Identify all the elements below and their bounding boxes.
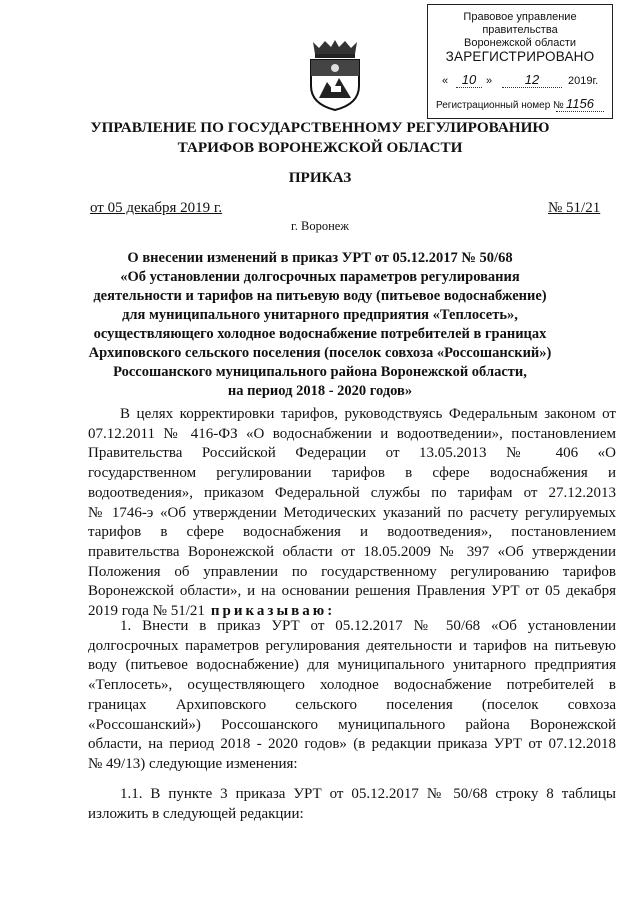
paragraph-line: правительства Воронежской области от 18.05.2009 № 397 «Об утверждении xyxy=(88,543,616,560)
subject-line: Архиповского сельского поселения (поселок совхоза «Россошанский») xyxy=(88,345,552,361)
item-1-1-paragraph xyxy=(88,785,616,824)
subject-line: Россошанского муниципального района Воронежской области, xyxy=(113,364,527,380)
preamble-paragraph xyxy=(88,405,616,622)
stamp-reg-label: Регистрационный номер № xyxy=(436,100,564,111)
paragraph-line: 1.1. В пункте 3 приказа УРТ от 05.12.2017 № 50/68 строку 8 таблицы xyxy=(120,786,616,802)
stamp-date-day: 10 xyxy=(456,72,482,88)
voronezh-coat-of-arms-icon xyxy=(305,38,365,112)
stamp-date-open-quote: « xyxy=(442,75,449,87)
paragraph-line: В целях корректировки тарифов, руководствуясь Федеральным законом от xyxy=(120,406,616,422)
document-date: от 05 декабря 2019 г. xyxy=(90,200,223,216)
paragraph-line: Воронежской области», и на основании решения Правления УРТ от 05 декабря xyxy=(88,583,616,600)
paragraph-line: границах Архиповского сельского поселения (поселок совхоза xyxy=(88,696,616,713)
subject-line: О внесении изменений в приказ УРТ от 05.12.2017 № 50/68 xyxy=(127,250,513,266)
stamp-organization xyxy=(428,11,612,50)
stamp-date-close-quote: » xyxy=(486,75,493,87)
authority-name-line-2: ТАРИФОВ ВОРОНЕЖСКОЙ ОБЛАСТИ xyxy=(177,139,463,156)
document-city: г. Воронеж xyxy=(291,219,349,233)
subject-line: «Об установлении долгосрочных параметров регулирования xyxy=(120,269,520,285)
paragraph-line: «Россошанский») Россошанского муниципального района Воронежской xyxy=(88,716,616,733)
stamp-org-line: Правовое управление правительства xyxy=(463,11,577,36)
item-1-paragraph xyxy=(88,617,616,775)
paragraph-line: области, на период 2018 - 2020 годов» (в редакции приказа УРТ от 07.12.2018 xyxy=(88,736,616,753)
stamp-org-line: Воронежской области xyxy=(463,37,576,49)
paragraph-line: 1. Внести в приказ УРТ от 05.12.2017 № 50/68 «Об установлении xyxy=(120,618,616,634)
authority-name-line-1: УПРАВЛЕНИЕ ПО ГОСУДАРСТВЕННОМУ РЕГУЛИРОВАНИЮ xyxy=(90,119,550,136)
paragraph-line: водоотведения», приказом Федеральной службы по тарифам от 27.12.2013 xyxy=(88,484,616,501)
subject-line: на период 2018 - 2020 годов» xyxy=(227,383,413,399)
stamp-reg-number: 1156 xyxy=(556,96,604,112)
paragraph-line: № 1746-э «Об утверждении Методических указаний по расчету регулируемых xyxy=(88,504,616,521)
stamp-status: ЗАРЕГИСТРИРОВАНО xyxy=(445,49,595,64)
stamp-date-month: 12 xyxy=(502,72,562,88)
paragraph-line: изложить в следующей редакции: xyxy=(88,805,304,822)
paragraph-line: № 49/13) следующие изменения: xyxy=(88,755,298,772)
subject-line: деятельности и тарифов на питьевую воду (питьевое водоснабжение) xyxy=(93,288,547,304)
preamble-last-text: 2019 года № 51/21 xyxy=(88,603,205,620)
paragraph-line: Положения об управлении по государственному регулированию тарифов xyxy=(88,563,616,580)
paragraph-line: государственном регулировании тарифов в сфере водоснабжения и xyxy=(88,465,616,482)
paragraph-line: долгосрочных параметров регулирования деятельности и тарифов на питьевую xyxy=(88,637,616,654)
paragraph-line: «Теплосеть», осуществляющего холодное водоснабжение потребителей в xyxy=(88,677,616,694)
paragraph-line: 07.12.2011 № 416-ФЗ «О водоснабжении и водоотведении», постановлением xyxy=(88,425,616,442)
paragraph-line: Правительства Российской Федерации от 13.05.2013 № 406 «О xyxy=(88,445,616,462)
stamp-date-year: 2019г. xyxy=(568,75,599,87)
document-number: № 51/21 xyxy=(548,200,601,216)
document-title: ПРИКАЗ xyxy=(288,169,352,186)
paragraph-line: тарифов в сфере водоснабжения и водоотведения», постановлением xyxy=(88,524,616,541)
order-word: приказываю: xyxy=(210,603,336,620)
paragraph-line: воду (питьевое водоснабжение) для муниципального унитарного предприятия xyxy=(88,657,616,674)
registration-stamp xyxy=(427,4,613,119)
stamp-date xyxy=(442,73,606,93)
subject-line: осуществляющего холодное водоснабжение потребителей в границах xyxy=(93,326,547,342)
subject-line: для муниципального унитарного предприятия «Теплосеть», xyxy=(122,307,518,323)
document-subject xyxy=(0,249,640,401)
